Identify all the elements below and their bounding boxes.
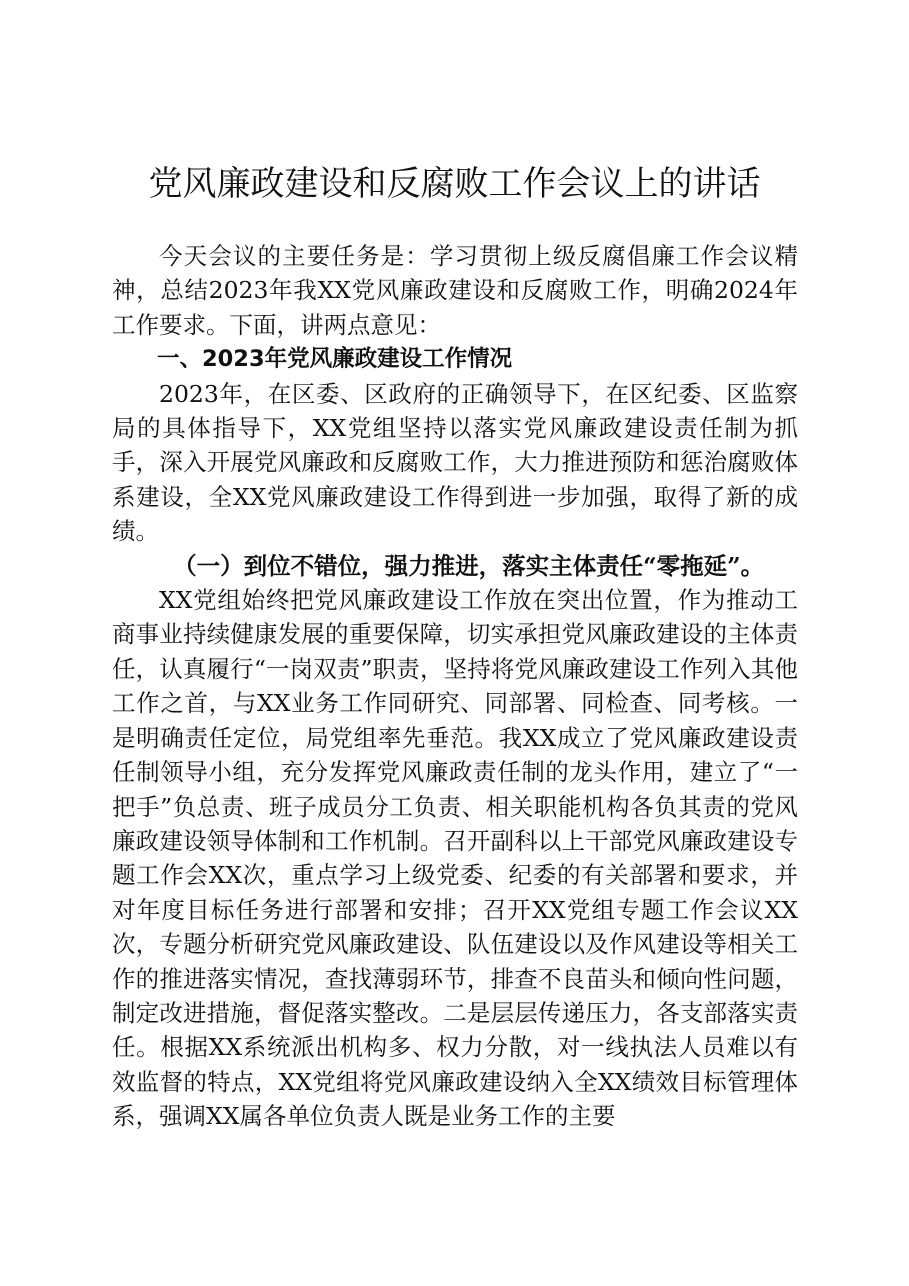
document-body — [112, 239, 798, 1134]
intro-paragraph: 今天会议的主要任务是：学习贯彻上级反腐倡廉工作会议精神，总结2023年我XX党风廉政建设和反腐败工作，明确2024年工作要求。下面，讲两点意见： — [112, 242, 798, 339]
section-paragraph: 2023年，在区委、区政府的正确领导下，在区纪委、区监察局的具体指导下，XX党组坚持以落实党风廉政建设责任制为抓手，深入开展党风廉政和反腐败工作，大力推进预防和惩治腐败体系建设，全XX党风廉政建设工作得到进一步加强，取得了新的成绩。 — [112, 379, 798, 546]
section-heading: 一、2023年党风廉政建设工作情况 — [157, 346, 513, 373]
subsection-heading: （一）到位不错位，强力推进，落实主体责任“零拖延”。 — [173, 551, 765, 580]
subsection-paragraph: XX党组始终把党风廉政建设工作放在突出位置，作为推动工商事业持续健康发展的重要保障，切实承担党风廉政建设的主体责任，认真履行“一岗双责”职责，坚持将党风廉政建设工作列入其他工作之首，与XX业务工作同研究、同部署、同检查、同考核。一是明确责任定位，局党组率先垂范。我XX成立了党风廉政建设责任制领导小组，充分发挥党风廉政责任制的龙头作用，建立了“一把手”负总责、班子成员分工负责、相关职能机构各负其责的党风廉政建设领导体制和工作机制。召开副科以上干部党风廉政建设专题工作会XX次，重点学习上级党委、纪委的有关部署和要求，并对年度目标任务进行部署和安排；召开XX党组专题工作会议XX次，专题分析研究党风廉政建设、队伍建设以及作风建设等相关工作的推进落实情况，查找薄弱环节，排查不良苗头和倾向性问题，制定改进措施，督促落实整改。二是层层传递压力，各支部落实责任。根据XX系统派出机构多、权力分散，对一线执法人员难以有效监督的特点，XX党组将党风廉政建设纳入全XX绩效目标管理体系，强调XX属各单位负责人既是业务工作的主要 — [112, 586, 798, 1131]
document-title: 党风廉政建设和反腐败工作会议上的讲话 — [148, 164, 761, 204]
